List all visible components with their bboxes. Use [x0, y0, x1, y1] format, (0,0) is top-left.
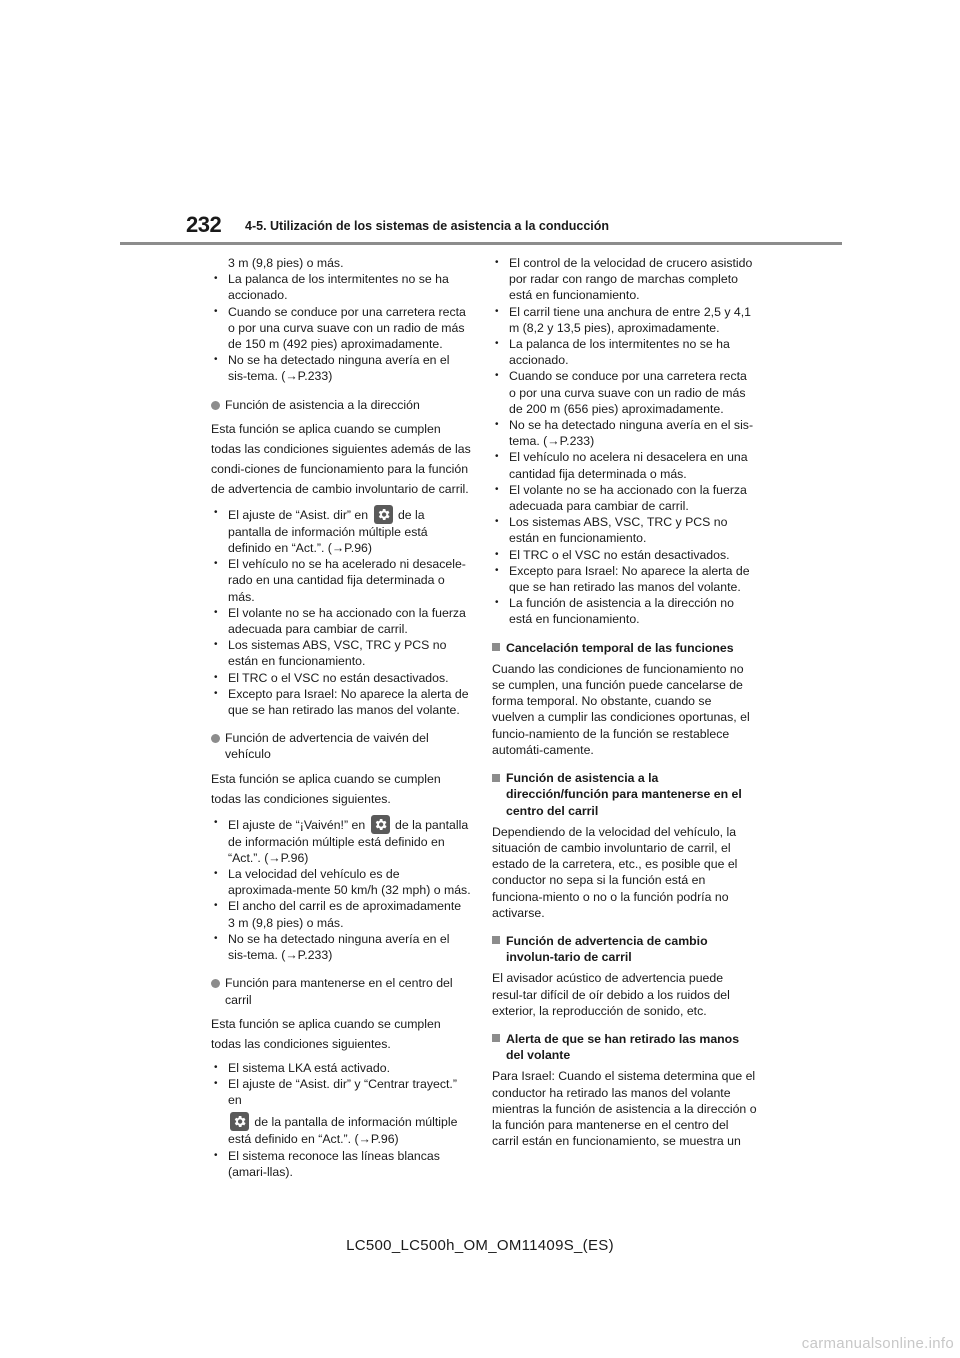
- list-item: • La velocidad del vehículo es de aproximada-mente 50 km/h (32 mph) o más.: [211, 866, 471, 898]
- list-item-text: de la pantalla de información múltiple está definido en “Act.”. (→P.96): [228, 507, 428, 556]
- document-code: LC500_LC500h_OM_OM11409S_(ES): [346, 1237, 614, 1254]
- settings-gear-icon: [371, 815, 390, 834]
- heading-temporary-cancel: Cancelación temporal de las funciones: [492, 640, 757, 656]
- list-item: • El sistema LKA está activado.: [211, 1060, 471, 1076]
- list-item-text: de la pantalla de información múltiple está definido en “Act.”. (→P.96): [228, 1115, 458, 1147]
- list-item: • El volante no se ha accionado con la fuerza adecuada para cambiar de carril.: [211, 605, 471, 637]
- page-header: [0, 0, 960, 250]
- paragraph-sway-warning: Esta función se aplica cuando se cumplen todas las condiciones siguientes.: [211, 771, 441, 806]
- heading-lane-centering: Función para mantenerse en el centro del carril: [211, 975, 471, 1007]
- list-item-text: El ajuste de “Asist. dir” en: [228, 507, 369, 522]
- list-item: • El ajuste de “Asist. dir” y “Centrar trayect.” en: [211, 1076, 471, 1108]
- paragraph-steering-centering: Dependiendo de la velocidad del vehículo, la situación de cambio involuntario de carril, el estado de la carretera, etc., es posible que el conductor no sepa si la función está en funciona-miento o no o la función podría no activarse.: [492, 824, 738, 920]
- list-item: • La palanca de los intermitentes no se ha accionado.: [492, 336, 757, 368]
- page-number: 232: [186, 212, 222, 237]
- list-item: • Los sistemas ABS, VSC, TRC y PCS no están en funcionamiento.: [211, 637, 471, 669]
- list-item: • La palanca de los intermitentes no se ha accionado.: [211, 271, 471, 303]
- list-item: • Excepto para Israel: No aparece la alerta de que se han retirado las manos del volante.: [492, 563, 757, 595]
- heading-sway-warning: Función de advertencia de vaivén del vehículo: [211, 730, 471, 762]
- list-item: • Los sistemas ABS, VSC, TRC y PCS no están en funcionamiento.: [492, 514, 757, 546]
- list-item: • No se ha detectado ninguna avería en el sis-tema. (→P.233): [211, 352, 471, 384]
- left-column: [211, 255, 471, 1180]
- list-item: • La función de asistencia a la dirección no está en funcionamiento.: [492, 595, 757, 627]
- list-item: • El control de la velocidad de crucero asistido por radar con rango de marchas completo está en funcionamiento.: [492, 255, 757, 304]
- list-item: • El sistema reconoce las líneas blancas (amari-llas).: [211, 1148, 471, 1180]
- paragraph-lane-centering: Esta función se aplica cuando se cumplen todas las condiciones siguientes.: [211, 1016, 441, 1051]
- list-item: • No se ha detectado ninguna avería en el sis-tema. (→P.233): [211, 931, 471, 963]
- list-item-continuation: [211, 1112, 471, 1147]
- list-item: • El vehículo no se ha acelerado ni desacele-rado en una cantidad fija determinada o más.: [211, 556, 471, 605]
- heading-steering-centering: Función de asistencia a la dirección/función para mantenerse en el centro del carril: [492, 770, 757, 819]
- list-item-text: de la pantalla de información múltiple está definido en “Act.”. (→P.96): [228, 817, 469, 865]
- heading-hands-off-alert: Alerta de que se han retirado las manos del volante: [492, 1031, 757, 1063]
- list-item: • Cuando se conduce por una carretera recta o por una curva suave con un radio de más de 200 m (656 pies) aproximadamente.: [492, 368, 757, 417]
- heading-steering-assist: Función de asistencia a la dirección: [211, 397, 471, 413]
- list-item: • El carril tiene una anchura de entre 2,5 y 4,1 m (8,2 y 13,5 pies), aproximadamente.: [492, 304, 757, 336]
- header-rule: [120, 242, 842, 245]
- list-item: • El vehículo no acelera ni desacelera en una cantidad fija determinada o más.: [492, 449, 757, 481]
- paragraph-temporary-cancel: Cuando las condiciones de funcionamiento no se cumplen, una función puede cancelarse de forma temporal. No obstante, cuando se vuelven a cumplir las condiciones oportunas, el funcio-namiento de la función se restablece automáti-camente.: [492, 661, 750, 757]
- continued-line: 3 m (9,8 pies) o más.: [228, 256, 344, 270]
- right-column: [492, 255, 757, 1149]
- settings-gear-icon: [374, 505, 393, 524]
- section-title: 4-5. Utilización de los sistemas de asistencia a la conducción: [245, 219, 610, 233]
- list-item: • Cuando se conduce por una carretera recta o por una curva suave con un radio de más de 150 m (492 pies) aproximadamente.: [211, 304, 471, 353]
- list-item-text: El ajuste de “¡Vaivén!” en: [228, 817, 366, 832]
- paragraph-hands-off-alert: Para Israel: Cuando el sistema determina que el conductor ha retirado las manos del volante mientras la función de asistencia a la dirección o la función para mantenerse en el centro del carril están en funcionamiento, se muestra un: [492, 1069, 757, 1149]
- list-item: [211, 815, 471, 866]
- list-item: • El TRC o el VSC no están desactivados.: [492, 547, 757, 563]
- list-item: • El ancho del carril es de aproximadamente 3 m (9,8 pies) o más.: [211, 898, 471, 930]
- settings-gear-icon: [230, 1112, 249, 1131]
- heading-lane-departure-warning: Función de advertencia de cambio involun-tario de carril: [492, 933, 757, 965]
- list-item: [211, 505, 471, 556]
- paragraph-steering-assist: Esta función se aplica cuando se cumplen todas las condiciones siguientes además de las condi-ciones de funcionamiento para la función de advertencia de cambio involuntario de carril.: [211, 421, 471, 496]
- watermark: carmanualsonline.info: [801, 1335, 954, 1352]
- list-item: • No se ha detectado ninguna avería en el sis-tema. (→P.233): [492, 417, 757, 449]
- list-item: • El volante no se ha accionado con la fuerza adecuada para cambiar de carril.: [492, 482, 757, 514]
- paragraph-lane-departure-warning: El avisador acústico de advertencia puede resul-tar difícil de oír debido a los ruidos del exterior, la reproducción de sonido, etc.: [492, 971, 730, 1018]
- list-item: • Excepto para Israel: No aparece la alerta de que se han retirado las manos del volante.: [211, 686, 471, 718]
- list-item: • El TRC o el VSC no están desactivados.: [211, 670, 471, 686]
